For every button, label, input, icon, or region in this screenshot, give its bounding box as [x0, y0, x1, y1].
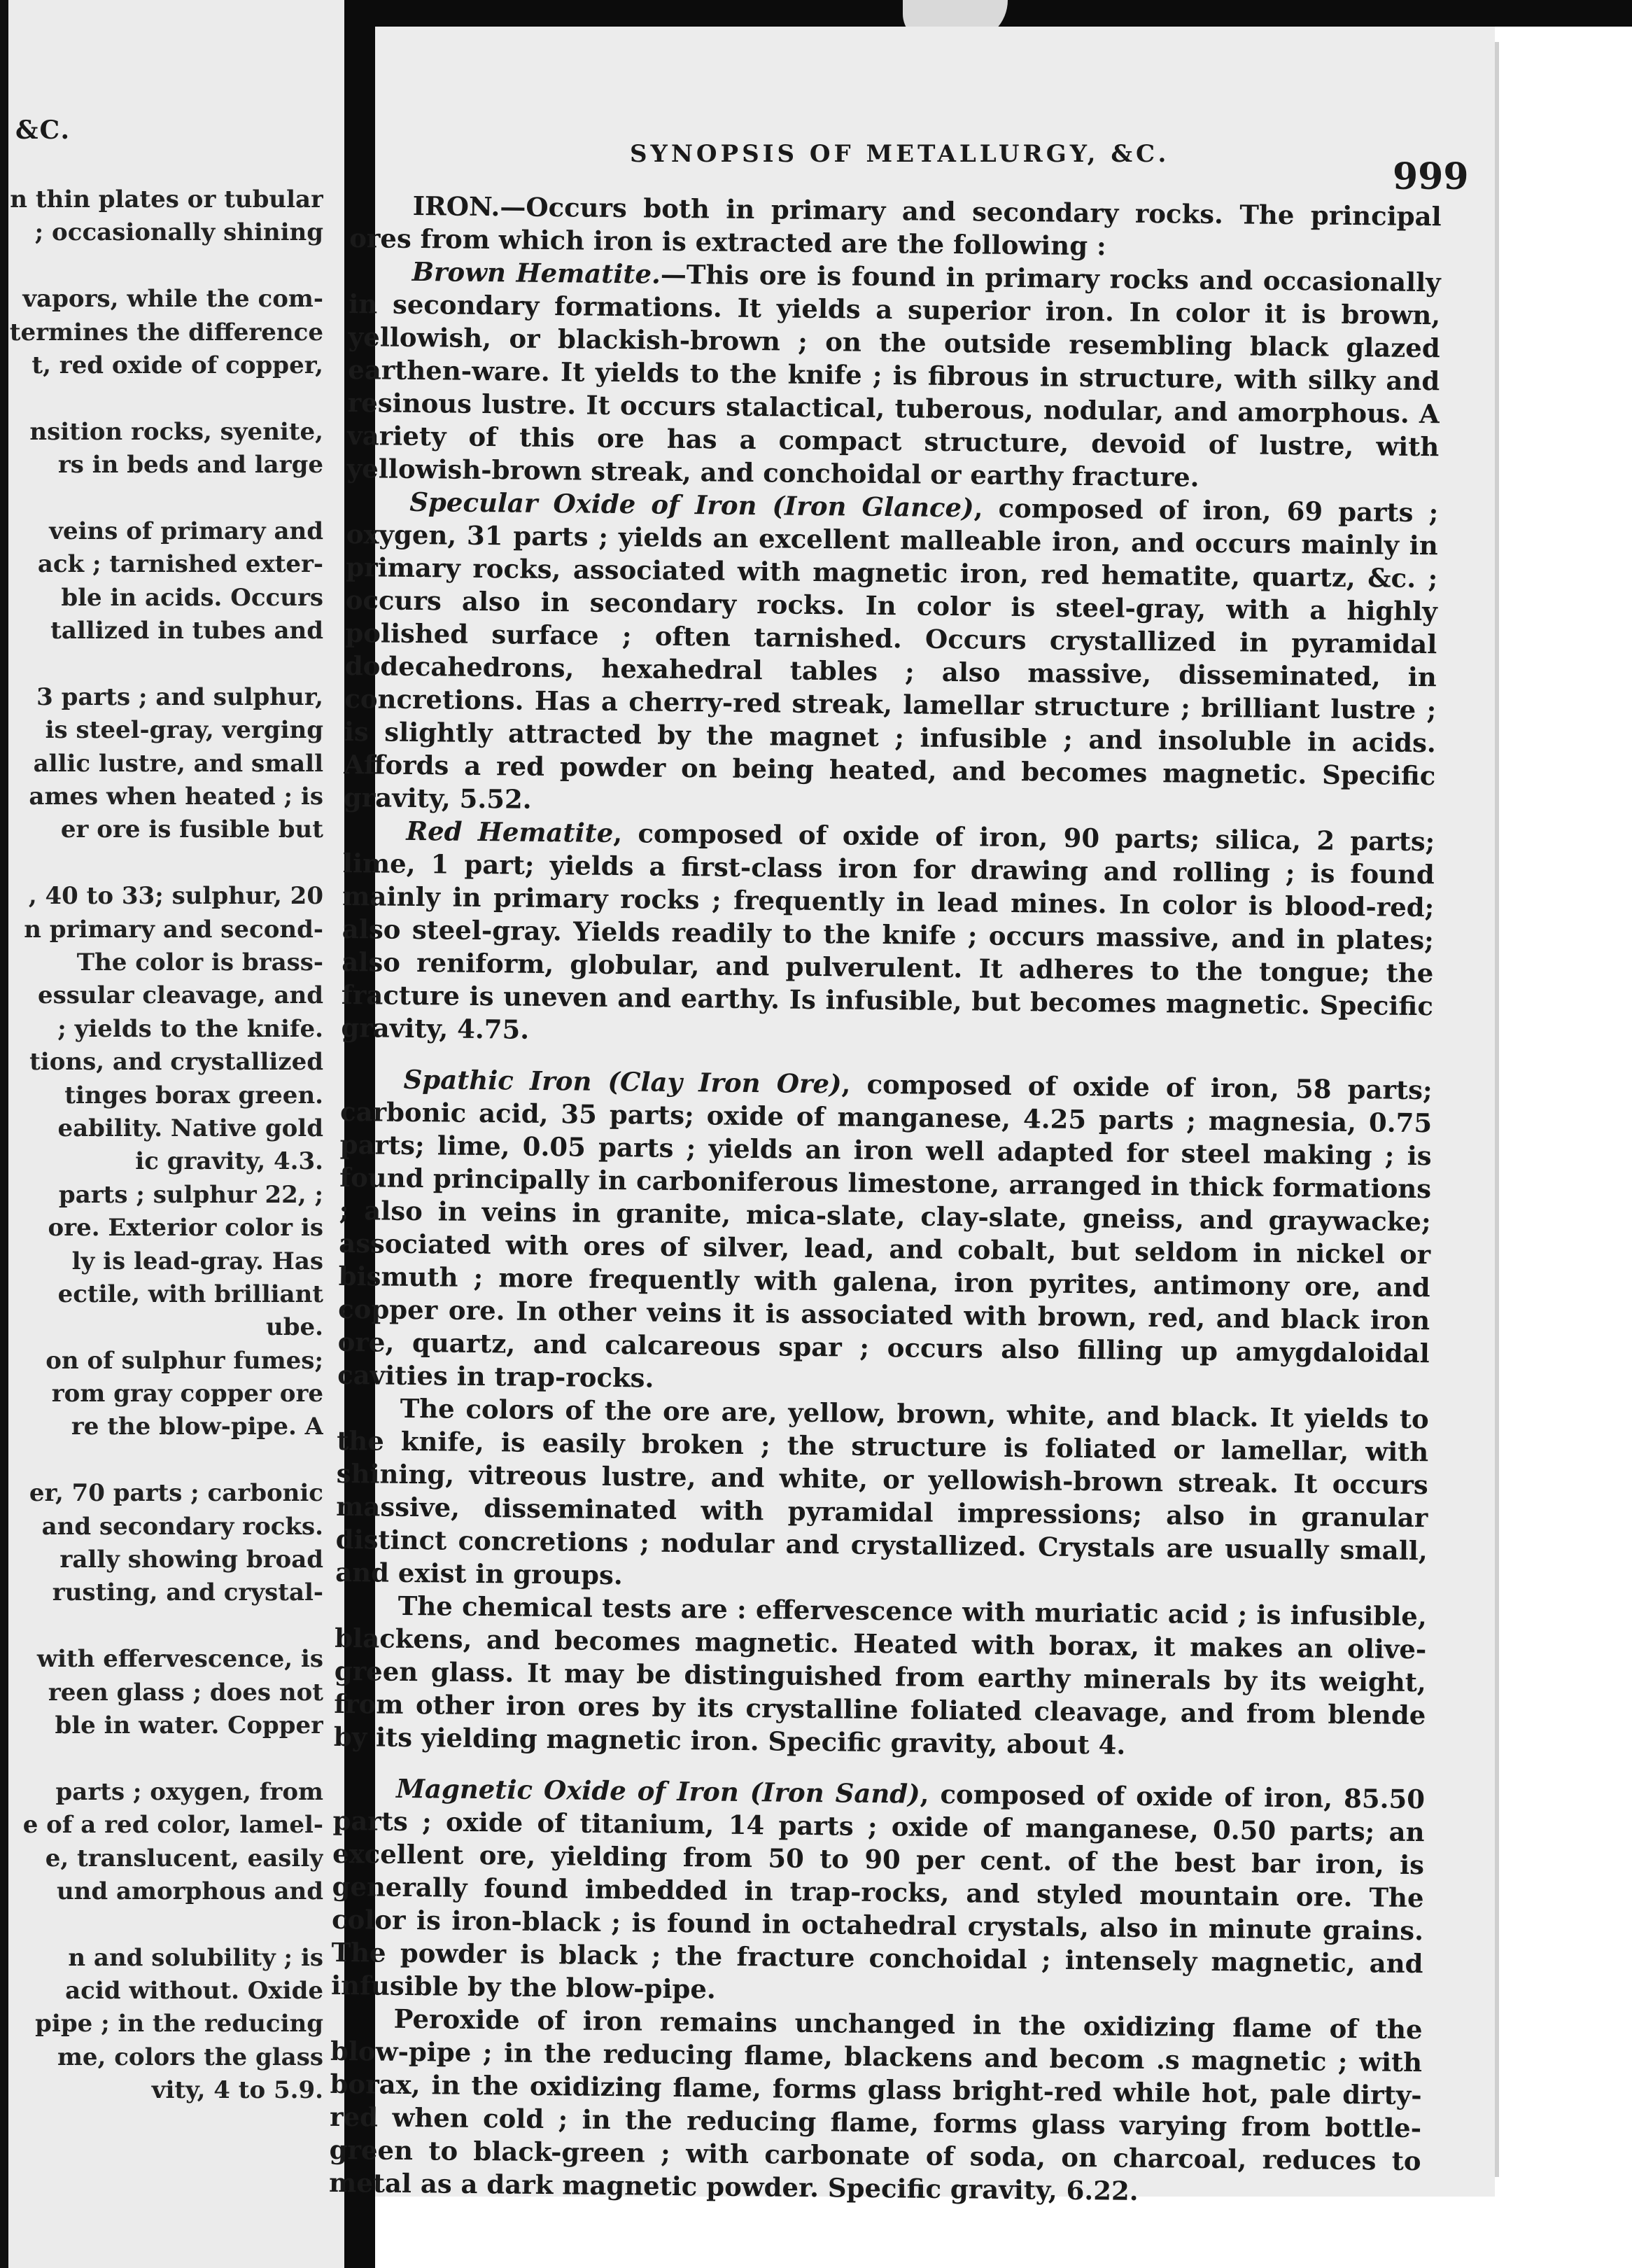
paragraph-text: The colors of the ore are, yellow, brown, white, and black. It yields to the knife, is easily broken ; the structure is foliated or lamellar, with shining, vitreous lustre, and white, or yellowish-brown streak. It occurs massive, disseminated with pyramidal impressions; also in granular distinct concretions ; nodular and crystallized. Crystals are usually small, and exist in groups. [335, 1392, 1429, 1591]
article-body [329, 189, 1442, 2211]
left-page-line [8, 482, 323, 515]
scan-edge-left [0, 0, 8, 2268]
left-page-line: t, red oxide of copper, [31, 351, 323, 379]
left-page-line: essular cleavage, and [38, 981, 323, 1010]
left-page-line: pipe ; in the reducing [35, 2010, 323, 2038]
paragraph [331, 1772, 1425, 2013]
left-page-line: vapors, while the com- [22, 285, 323, 314]
left-page-line: er, 70 parts ; carbonic [29, 1479, 323, 1508]
left-page-line: ble in acids. Occurs [61, 583, 323, 612]
left-page [8, 0, 344, 2268]
left-page-line: ic gravity, 4.3. [135, 1147, 323, 1176]
paragraph-lead: Specular Oxide of Iron (Iron Glance) [409, 486, 974, 524]
left-page-line [8, 1908, 323, 1941]
left-page-line: ; yields to the knife. [57, 1014, 323, 1043]
left-page-line: rally showing broad [59, 1546, 323, 1574]
left-page-line: nsition rocks, syenite, [29, 417, 323, 446]
page-edge-shadow [1495, 42, 1499, 2177]
left-page-line: tinges borax green. [64, 1081, 323, 1110]
left-page-line: e of a red color, lamel- [22, 1811, 323, 1840]
left-page-line [8, 1610, 323, 1643]
page-number: 999 [1393, 155, 1469, 198]
left-page-line: n thin plates or tubular [10, 186, 323, 214]
left-page-line: ore. Exterior color is [48, 1214, 323, 1242]
left-page-line: eability. Native gold [57, 1114, 323, 1142]
left-page-line: tallized in tubes and [50, 617, 323, 645]
left-page-header: &C. [15, 115, 71, 145]
left-page-line: is steel-gray, verging [45, 716, 323, 745]
paragraph-lead: Brown Hematite. [411, 255, 661, 290]
left-page-line [8, 250, 323, 283]
paragraph-text: , composed of oxide of iron, 85.50 parts ; oxide of titanium, 14 parts ; oxide of manganese, 0.50 parts; an excellent ore, yielding from 50 to 90 per cent. of the best bar iron, is generally found imbedded in trap-rocks, and styled mountain ore. The color is iron-black ; is found in octahedral crystals, also in minute grains. The powder is black ; the fracture conchoidal ; intensely magnetic, and infusible by the blow-pipe. [330, 1778, 1426, 2005]
paragraph-text: , composed of iron, 69 parts ; oxygen, 31 parts ; yields an excellent malleable iron, and occurs mainly in primary rocks, associated with magnetic iron, red hematite, quartz, &c. ; occurs also in secondary rocks. In color is steel-gray, with a highly polished surface ; often tarnished. Occurs crystallized in pyramidal dodecahedrons, hexahedral tables ; also massive, disseminated, in concretions. Has a cherry-red streak, lamellar structure ; brilliant lustre ; is slightly attracted by the magnet ; infusible ; and insoluble in acids. Affords a red powder on being heated, and becomes magnetic. Specific gravity, 5.52. [343, 492, 1439, 815]
left-page-line: vity, 4 to 5.9. [151, 2076, 323, 2105]
paragraph [329, 2002, 1423, 2211]
left-page-line: ames when heated ; is [29, 783, 323, 811]
left-page-line: ble in water. Copper [55, 1711, 323, 1740]
paragraph-text: , composed of oxide of iron, 90 parts; silica, 2 parts; lime, 1 part; yields a first-class iron for drawing and rolling ; is found mainly in primary rocks ; frequently in lead mines. In color is blood-red; also steel-gray. Yields readily to the knife ; occurs massive, and in plates; also reniform, globular, and pulverulent. It adheres to the tongue; the fracture is uneven and earthy. Is infusible, but becomes magnetic. Specific gravity, 4.75. [341, 817, 1435, 1045]
left-page-line: rom gray copper ore [51, 1380, 323, 1408]
running-header: SYNOPSIS OF METALLURGY, &C. [630, 140, 1170, 168]
left-page-line: 3 parts ; and sulphur, [36, 682, 323, 711]
left-page-line: with effervescence, is [36, 1645, 323, 1674]
left-page-text [8, 183, 323, 2108]
left-page-line: re the blow-pipe. A [71, 1413, 323, 1441]
left-page-line: reen glass ; does not [48, 1678, 323, 1707]
paragraph [344, 485, 1439, 825]
left-page-line: ube. [266, 1313, 323, 1342]
left-page-line [8, 847, 323, 880]
left-page-line: acid without. Oxide [65, 1977, 323, 2005]
left-page-line: ack ; tarnished exter- [37, 550, 323, 579]
paragraph [335, 1392, 1429, 1600]
left-page-line [8, 1444, 323, 1477]
paragraph-lead: Spathic Iron (Clay Iron Ore) [403, 1063, 842, 1100]
paragraph [349, 189, 1442, 266]
left-page-line: me, colors the glass [57, 2043, 323, 2071]
paragraph-text: , composed of oxide of iron, 58 parts; carbonic acid, 35 parts; oxide of manganese, 4.25 parts ; magnesia, 0.75 parts; lime, 0.05 parts ; yields an iron well adapted for steel making ; is found principally in carboniferous limestone, arranged in thick formations ; also in veins in granite, mica-slate, clay-slate, gneiss, and graywacke; associated with ores of silver, lead, and cobalt, but seldom in nickel or bismuth ; more frequently with galena, iron pyrites, antimony ore, and copper ore. In other veins it is associated with brown, red, and black iron ore, quartz, and calcareous spar ; occurs also filling up amygdaloidal cavities in trap-rocks. [337, 1068, 1433, 1394]
paragraph-text: —Occurs both in primary and secondary rocks. The principal ores from which iron is extracted are the following : [349, 191, 1442, 262]
left-page-line: parts ; sulphur 22, ; [58, 1180, 323, 1209]
paragraph [347, 255, 1441, 496]
paragraph-text: —This ore is found in primary rocks and occasionally in secondary formations. It yields a superior iron. In color it is brown, yellowish, or blackish-brown ; on the outside resembling black glazed earthen-ware. It yields to the knife ; is fibrous in structure, with silky and resinous lustre. It occurs stalactical, tuberous, nodular, and amorphous. A variety of this ore has a compact structure, devoid of lustre, with yellowish-brown streak, and conchoidal or earthy fracture. [346, 258, 1441, 493]
paragraph-text: The chemical tests are : effervescence with muriatic acid ; is infusible, blackens, and becomes magnetic. Heated with borax, it makes an olive-green glass. It may be distinguished from earthy minerals by its weight, from other iron ores by its crystalline foliated cleavage, and from blende by its yielding magnetic iron. Specific gravity, about 4. [333, 1590, 1427, 1760]
left-page-line: n primary and second- [24, 915, 323, 944]
left-page-line: ly is lead-gray. Has [71, 1247, 323, 1275]
paragraph-lead: Magnetic Oxide of Iron (Iron Sand) [395, 1772, 920, 1809]
paragraph [341, 814, 1435, 1056]
left-page-line: , 40 to 33; sulphur, 20 [28, 882, 323, 911]
left-page-line: ; occasionally shining [34, 218, 323, 247]
left-page-line: termines the difference [9, 318, 323, 346]
left-page-line [8, 648, 323, 680]
left-page-line: e, translucent, easily [45, 1844, 323, 1872]
left-page-line: und amorphous and [56, 1877, 323, 1905]
left-page-line: veins of primary and [49, 517, 323, 545]
left-page-line: on of sulphur fumes; [45, 1346, 323, 1375]
left-page-line: ectile, with brilliant [57, 1280, 323, 1308]
paragraph [334, 1589, 1427, 1765]
paragraph [337, 1063, 1433, 1403]
left-page-line: and secondary rocks. [41, 1512, 323, 1541]
left-page-line: tions, and crystallized [29, 1048, 323, 1077]
left-page-line: parts ; oxygen, from [55, 1777, 323, 1806]
left-page-line: er ore is fusible but [60, 816, 323, 844]
paragraph-text: Peroxide of iron remains unchanged in the oxidizing flame of the blow-pipe ; in the reducing flame, blackens and becom .s magnetic ; with borax, in the oxidizing flame, forms glass bright-red while hot, pale dirty-red when cold ; in the reducing flame, forms glass varying from bottle-green to black-green ; with carbonate of soda, on charcoal, reduces to metal as a dark magnetic powder. Specific gravity, 6.22. [328, 2003, 1423, 2206]
scan-edge-right [1495, 27, 1632, 2268]
left-page-line: n and solubility ; is [68, 1943, 323, 1972]
paragraph-lead: Red Hematite [406, 815, 614, 848]
left-page-line: rs in beds and large [57, 451, 323, 479]
left-page-line [8, 1742, 323, 1775]
paragraph-lead: IRON. [412, 190, 500, 223]
left-page-line: rusting, and crystal- [52, 1578, 323, 1607]
left-page-line [8, 382, 323, 415]
left-page-line: allic lustre, and small [33, 749, 323, 778]
left-page-line: The color is brass- [76, 948, 323, 976]
